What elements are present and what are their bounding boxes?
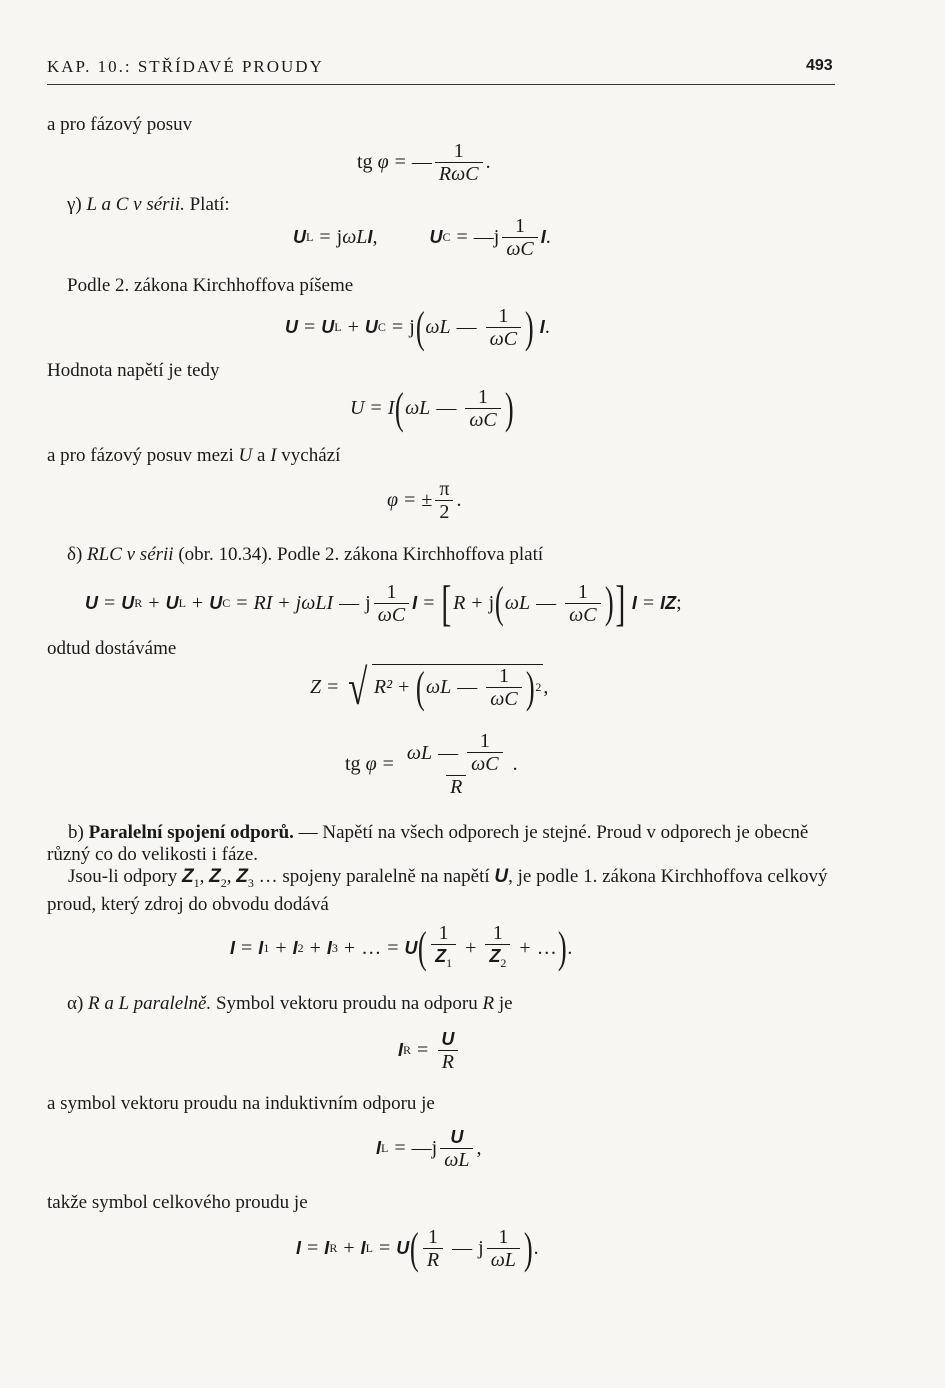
equation-phase-pm: φ = ± $\frac{\pi}{2}$ . bbox=[387, 478, 462, 523]
equation-voltage-magnitude: U = I ( ωL — $\frac{1}{\omega C}$ ) bbox=[350, 383, 514, 433]
equation-current-resistor: I R = $\frac{U}{R}$ bbox=[398, 1028, 461, 1073]
equation-total-current: I = I R + I L = U ( $\frac{1}{R}$ — j $\frac{1}{\omega L}$ ) . bbox=[296, 1223, 539, 1273]
text-line: Podle 2. zákona Kirchhoffova píšeme bbox=[67, 275, 354, 296]
equation-phase-rlc: tg φ = ωL — $\frac{1}{\omega C}$ R . bbox=[345, 730, 518, 798]
equation-impedance: Z = √ R² + ( ωL — $\frac{1}{\omega C}$ ) 2 , bbox=[310, 659, 549, 715]
text-line: odtud dostáváme bbox=[47, 638, 177, 659]
page-number: 493 bbox=[806, 57, 833, 74]
text-line: a symbol vektoru proudu na induktivním odporu je bbox=[47, 1093, 435, 1114]
header-rule bbox=[47, 84, 835, 85]
section-alpha: α) R a L paralelně. Symbol vektoru proudu na odporu R je bbox=[67, 993, 513, 1014]
equation-phase-capacitive: tg φ = — $\frac{1}{\text{RωC}}$ . bbox=[357, 140, 491, 185]
text-line: Hodnota napětí je tedy bbox=[47, 360, 220, 381]
equation-rlc-series: U = U R + U L + U C = RI + jωLI — j $\frac{1}{\omega C}$ I = [ R + j ( ωL — $\frac{1}{\omega C}$ ) ] I = IZ ; bbox=[85, 575, 682, 631]
paragraph-parallel: b) Paralelní spojení odporů. — Napětí na všech odporech je stejné. Proud v odporech je obecně různý co do velikosti i fáze. Jsou-li odpory $Z_1$, $Z_2$, $Z_3$ … spojeny paralelně na napětí U, je podle 1. zákona Kirchhoffova celkový proud, který zdroj do obvodu dodává bbox=[47, 822, 828, 915]
text-line: a pro fázový posuv bbox=[47, 114, 193, 135]
equation-parallel-current: I = I 1 + I 2 + I 3 + … = U ( $\frac{1}{Z_1}$ + $\frac{1}{Z_2}$ + … ) . bbox=[230, 922, 573, 972]
equation-current-inductor: I L = — j $\frac{U}{\omega L}$ , bbox=[376, 1127, 482, 1171]
section-delta: δ) RLC v sérii (obr. 10.34). Podle 2. zákona Kirchhoffova platí bbox=[67, 544, 544, 565]
text-line: a pro fázový posuv mezi U a I vychází bbox=[47, 445, 341, 466]
equation-voltages-lc: U L = j ωL I , U C = — j $\frac{1}{\omega C}$ I . bbox=[293, 215, 551, 260]
equation-kirchhoff-lc: U = U L + U C = j ( ωL — $\frac{1}{\omega C}$ ) I . bbox=[285, 302, 550, 352]
section-gamma: γ) L a C v sérii. Platí: bbox=[67, 194, 230, 215]
running-header: KAP. 10.: STŘÍDAVÉ PROUDY bbox=[47, 57, 324, 76]
text-line: takže symbol celkového proudu je bbox=[47, 1192, 308, 1213]
